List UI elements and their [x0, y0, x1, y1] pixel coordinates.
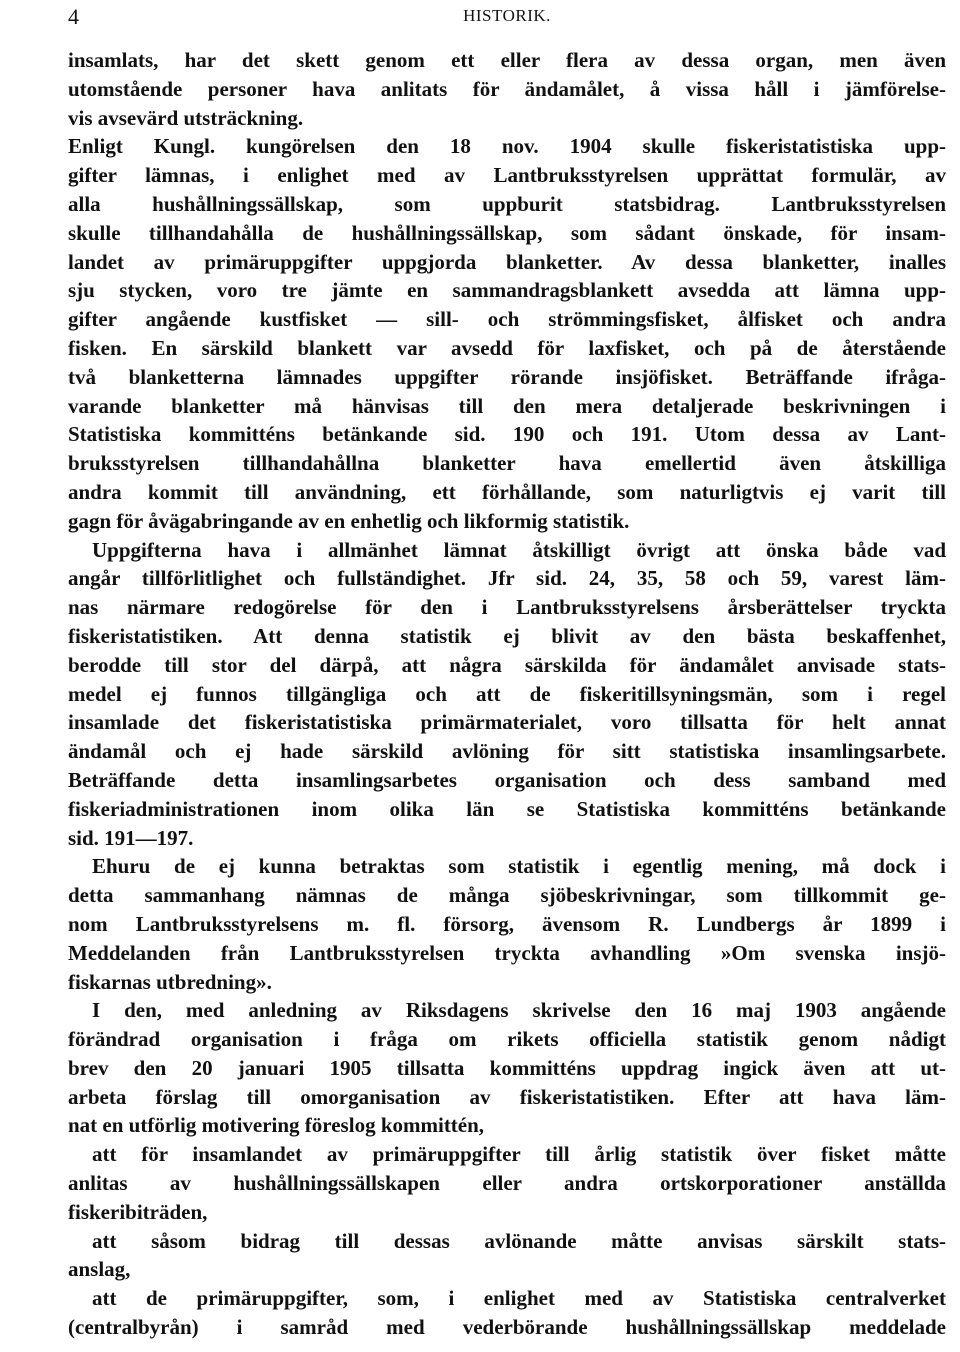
text-line: fiskeriadministrationen inom olika län se Statistiska kommitténs betänkande: [68, 796, 946, 821]
text-line: andra kommit till användning, ett förhållande, som naturligtvis ej varit till: [68, 479, 946, 504]
text-line: Enligt Kungl. kungörelsen den 18 nov. 1904 skulle fiskeristatistiska upp-: [68, 134, 946, 159]
text-line: fiskarnas utbredning».: [68, 969, 272, 994]
text-line: Statistiska kommitténs betänkande sid. 190 och 191. Utom dessa av Lant-: [68, 422, 946, 447]
running-head: HISTORIK.: [463, 6, 551, 25]
text-line: anslag,: [68, 1257, 131, 1282]
text-line: gifter angående kustfisket — sill- och strömmingsfisket, ålfisket och andra: [68, 307, 946, 332]
text-line: två blanketterna lämnades uppgifter rörande insjöfisket. Beträffande ifråga-: [68, 364, 946, 389]
text-line: insamlade det fiskeristatistiska primärmaterialet, voro tillsatta för helt annat: [68, 710, 946, 735]
text-line: nom Lantbruksstyrelsens m. fl. försorg, ävensom R. Lundbergs år 1899 i: [68, 911, 946, 936]
text-line: insamlats, har det skett genom ett eller flera av dessa organ, men även: [68, 48, 946, 72]
text-line: Uppgifterna hava i allmänhet lämnat åtskilligt övrigt att önska både vad: [92, 537, 946, 562]
text-line: I den, med anledning av Riksdagens skrivelse den 16 maj 1903 angående: [92, 998, 946, 1023]
text-line: anlitas av hushållningssällskapen eller andra ortskorporationer anställda: [68, 1171, 946, 1196]
text-line: varande blanketter må hänvisas till den mera detaljerade beskrivningen i: [68, 393, 946, 418]
text-line: gifter lämnas, i enlighet med av Lantbruksstyrelsen upprättat formulär, av: [68, 163, 946, 188]
text-line: sju stycken, voro tre jämte en sammandragsblankett avsedda att lämna upp-: [68, 278, 946, 303]
page-header: [68, 0, 946, 40]
text-line: skulle tillhandahålla de hushållningssällskap, som sådant önskade, för insam-: [68, 220, 946, 245]
text-line: fiskeribiträden,: [68, 1199, 208, 1224]
text-line: (centralbyrån) i samråd med vederbörande hushållningssällskap meddelade: [68, 1315, 946, 1340]
text-line: landet av primäruppgifter uppgjorda blanketter. Av dessa blanketter, inalles: [68, 249, 946, 274]
text-line: att såsom bidrag till dessas avlönande måtte anvisas särskilt stats-: [92, 1228, 946, 1253]
text-line: detta sammanhang nämnas de många sjöbeskrivningar, som tillkommit ge-: [68, 883, 946, 908]
body-text: [68, 46, 946, 1342]
text-line: att för insamlandet av primäruppgifter till årlig statistik över fisket måtte: [92, 1142, 946, 1167]
text-line: angår tillförlitlighet och fullständighet. Jfr sid. 24, 35, 58 och 59, varest läm-: [68, 566, 946, 591]
text-line: ändamål och ej hade särskild avlöning för sitt statistiska insamlingsarbete.: [68, 739, 946, 764]
text-line: vis avsevärd utsträckning.: [68, 105, 304, 130]
text-line: nas närmare redogörelse för den i Lantbruksstyrelsens årsberättelser tryckta: [68, 595, 946, 620]
text-line: Meddelanden från Lantbruksstyrelsen tryckta avhandling »Om svenska insjö-: [68, 940, 946, 965]
text-line: utomstående personer hava anlitats för ändamålet, å vissa håll i jämförelse-: [68, 76, 946, 101]
text-line: Beträffande detta insamlingsarbetes organisation och dess samband med: [68, 767, 946, 792]
text-line: alla hushållningssällskap, som uppburit statsbidrag. Lantbruksstyrelsen: [68, 191, 946, 216]
text-line: sid. 191—197.: [68, 825, 194, 850]
text-line: brev den 20 januari 1905 tillsatta kommitténs uppdrag ingick även att ut-: [68, 1055, 946, 1080]
text-line: Ehuru de ej kunna betraktas som statistik i egentlig mening, må dock i: [92, 854, 946, 879]
text-line: förändrad organisation i fråga om rikets officiella statistik genom nådigt: [68, 1027, 946, 1052]
text-line: nat en utförlig motivering föreslog kommittén,: [68, 1113, 485, 1138]
text-line: medel ej funnos tillgängliga och att de fiskeritillsyningsmän, som i regel: [68, 681, 946, 706]
text-line: gagn för åvägabringande av en enhetlig och likformig statistik.: [68, 508, 630, 533]
text-line: fiskeristatistiken. Att denna statistik ej blivit av den bästa beskaffenhet,: [68, 623, 946, 648]
text-line: arbeta förslag till omorganisation av fiskeristatistiken. Efter att hava läm-: [68, 1084, 946, 1109]
text-line: att de primäruppgifter, som, i enlighet med av Statistiska centralverket: [92, 1286, 946, 1311]
text-line: berodde till stor del därpå, att några särskilda för ändamålet anvisade stats-: [68, 652, 946, 677]
text-line: fisken. En särskild blankett var avsedd för laxfisket, och på de återstående: [68, 335, 946, 360]
page-number: 4: [68, 4, 79, 29]
text-line: bruksstyrelsen tillhandahållna blanketter hava emellertid även åtskilliga: [68, 451, 946, 476]
